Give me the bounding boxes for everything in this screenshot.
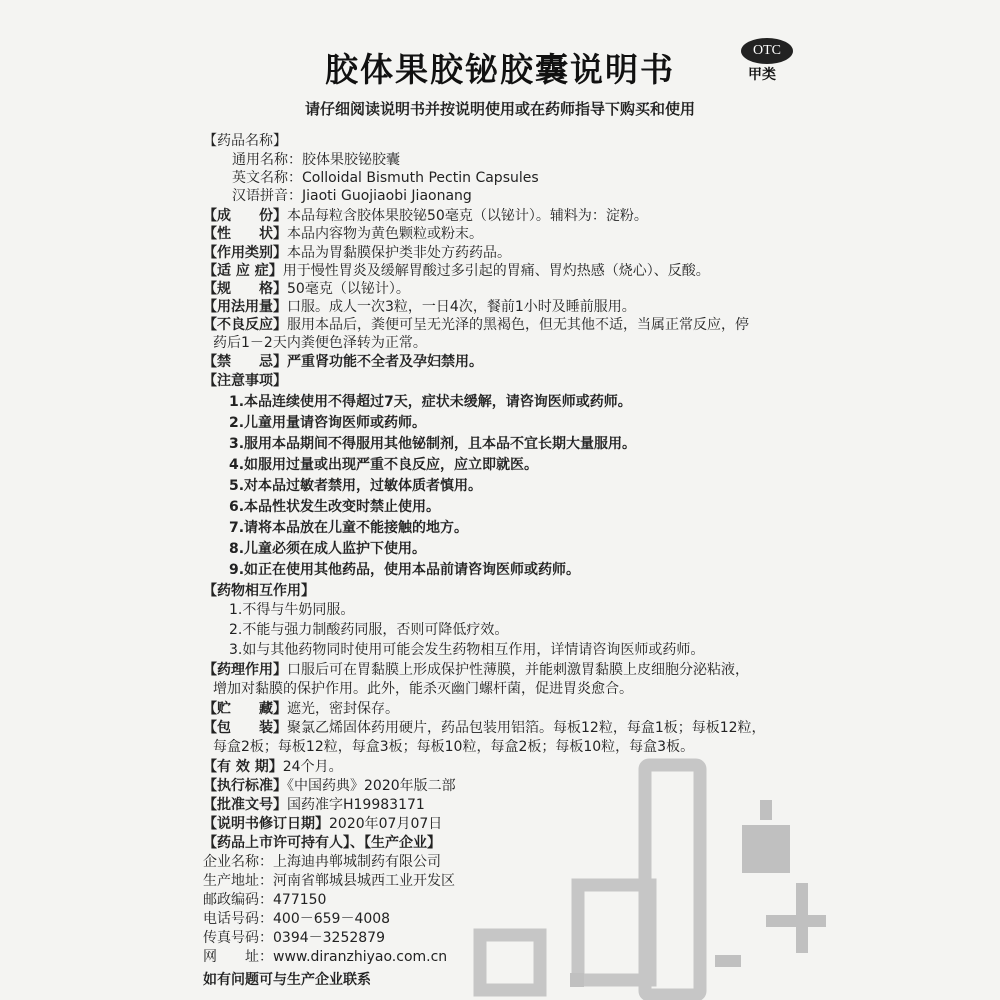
precautions-heading: 【注意事项】 xyxy=(203,373,287,389)
validity-row xyxy=(203,758,343,776)
approval-text: 国药准字H19983171 xyxy=(287,797,425,813)
specification-row xyxy=(203,280,410,298)
revision-label: 【说明书修订日期】 xyxy=(203,816,329,832)
pharmacology-text-2: 增加对黏膜的保护作用。此外，能杀灭幽门螺杆菌，促进胃炎愈合。 xyxy=(213,681,633,697)
production-address: 生产地址：河南省郸城县城西工业开发区 xyxy=(203,873,455,889)
standard-label: 【执行标准】 xyxy=(203,778,287,794)
holder-heading: 【药品上市许可持有人】、【生产企业】 xyxy=(203,835,441,851)
precaution-item: 3.服用本品期间不得服用其他铋制剂，且本品不宜长期大量服用。 xyxy=(229,436,637,452)
description-text: 本品内容物为黄色颗粒或粉末。 xyxy=(287,226,483,242)
revision-text: 2020年07月07日 xyxy=(329,816,443,832)
contraindications-row xyxy=(203,353,483,371)
precaution-item: 5.对本品过敏者禁用，过敏体质者慎用。 xyxy=(229,478,483,494)
precaution-item: 7.请将本品放在儿童不能接触的地方。 xyxy=(229,520,469,536)
usage-notice: 请仔细阅读说明书并按说明使用或在药师指导下购买和使用 xyxy=(304,100,695,118)
precaution-item: 9.如正在使用其他药品，使用本品前请咨询医师或药师。 xyxy=(229,562,581,578)
interactions-heading: 【药物相互作用】 xyxy=(203,583,315,599)
revision-row xyxy=(203,815,442,833)
ingredients-row xyxy=(203,207,648,225)
category-text: 本品为胃黏膜保护类非处方药药品。 xyxy=(287,245,511,261)
indications-text: 用于慢性胃炎及缓解胃酸过多引起的胃痛、胃灼热感（烧心）、反酸。 xyxy=(282,263,710,279)
category-label: 【作用类别】 xyxy=(203,245,287,261)
storage-text: 遮光，密封保存。 xyxy=(287,701,399,717)
adverse-label: 【不良反应】 xyxy=(203,317,287,333)
description-label: 【性 状】 xyxy=(203,226,287,242)
otc-badge: OTC xyxy=(741,38,793,64)
approval-row xyxy=(203,796,425,814)
pharmacology-text-1: 口服后可在胃黏膜上形成保护性薄膜，并能刺激胃黏膜上皮细胞分泌粘液， xyxy=(287,662,749,678)
drug-name-heading: 【药品名称】 xyxy=(203,133,287,149)
phone-number: 电话号码：400－659－4008 xyxy=(203,911,391,927)
package-row xyxy=(203,719,766,737)
category-row xyxy=(203,244,511,262)
indications-row xyxy=(203,262,710,280)
description-row xyxy=(203,225,483,243)
pharmacology-row xyxy=(203,661,749,679)
package-text-1: 聚氯乙烯固体药用硬片，药品包装用铝箔。每板12粒，每盒1板；每板12粒， xyxy=(287,720,766,736)
indications-label: 【适 应 症】 xyxy=(203,263,283,279)
ingredients-label: 【成 份】 xyxy=(203,208,287,224)
standard-text: 《中国药典》2020年版二部 xyxy=(287,778,456,794)
background-pattern xyxy=(460,745,980,1000)
postcode: 邮政编码：477150 xyxy=(203,892,327,908)
website: 网 址：www.diranzhiyao.com.cn xyxy=(203,949,448,965)
ingredients-text: 本品每粒含胶体果胶铋50毫克（以铋计）。辅料为：淀粉。 xyxy=(287,208,648,224)
approval-label: 【批准文号】 xyxy=(203,797,287,813)
interaction-item: 3.如与其他药物同时使用可能会发生药物相互作用，详情请咨询医师或药师。 xyxy=(229,642,705,658)
document-title: 胶体果胶铋胶囊说明书 xyxy=(325,50,675,89)
dosage-row xyxy=(203,298,636,316)
precaution-item: 8.儿童必须在成人监护下使用。 xyxy=(229,541,427,557)
interaction-item: 1.不得与牛奶同服。 xyxy=(229,602,355,618)
dosage-text: 口服。成人一次3粒，一日4次，餐前1小时及睡前服用。 xyxy=(287,299,636,315)
pharmacology-label: 【药理作用】 xyxy=(203,662,287,678)
precaution-item: 4.如服用过量或出现严重不良反应，应立即就医。 xyxy=(229,457,539,473)
contact-footer: 如有问题可与生产企业联系 xyxy=(203,972,371,988)
storage-row xyxy=(203,700,399,718)
contraindications-label: 【禁 忌】 xyxy=(203,354,287,370)
validity-text: 24个月。 xyxy=(282,759,343,775)
storage-label: 【贮 藏】 xyxy=(203,701,287,717)
interaction-item: 2.不能与强力制酸药同服，否则可降低疗效。 xyxy=(229,622,509,638)
generic-name: 通用名称：胶体果胶铋胶囊 xyxy=(232,152,400,168)
adverse-row xyxy=(203,316,749,334)
company-name: 企业名称：上海迪冉郸城制药有限公司 xyxy=(203,854,441,870)
standard-row xyxy=(203,777,456,795)
precaution-item: 6.本品性状发生改变时禁止使用。 xyxy=(229,499,441,515)
pinyin-name: 汉语拼音：Jiaoti Guojiaobi Jiaonang xyxy=(232,188,472,204)
specification-text: 50毫克（以铋计）。 xyxy=(287,281,410,297)
package-label: 【包 装】 xyxy=(203,720,287,736)
precaution-item: 2.儿童用量请咨询医师或药师。 xyxy=(229,415,427,431)
contraindications-text: 严重肾功能不全者及孕妇禁用。 xyxy=(287,354,483,370)
specification-label: 【规 格】 xyxy=(203,281,287,297)
fax-number: 传真号码：0394－3252879 xyxy=(203,930,385,946)
adverse-text-2: 药后1－2天内粪便色泽转为正常。 xyxy=(213,335,427,351)
package-text-2: 每盒2板；每板12粒，每盒3板；每板10粒，每盒2板；每板10粒，每盒3板。 xyxy=(213,739,695,755)
adverse-text-1: 服用本品后，粪便可呈无光泽的黑褐色，但无其他不适，当属正常反应，停 xyxy=(287,317,749,333)
dosage-label: 【用法用量】 xyxy=(203,299,287,315)
otc-class-label: 甲类 xyxy=(748,67,776,83)
english-name: 英文名称：Colloidal Bismuth Pectin Capsules xyxy=(232,170,539,186)
precaution-item: 1.本品连续使用不得超过7天，症状未缓解，请咨询医师或药师。 xyxy=(229,394,632,410)
validity-label: 【有 效 期】 xyxy=(203,759,283,775)
